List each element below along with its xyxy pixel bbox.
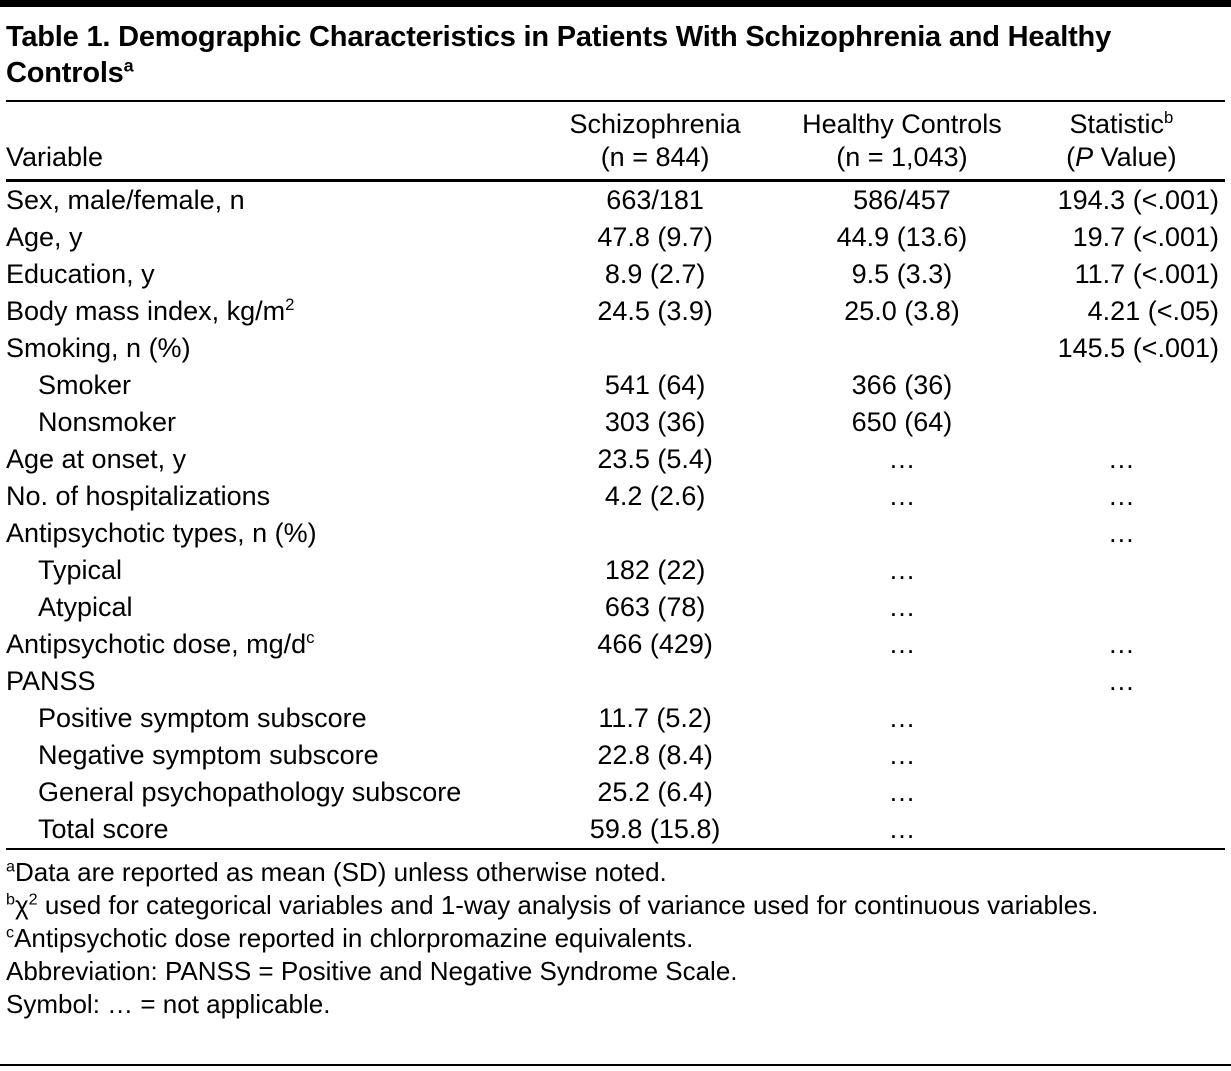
footnote-c: $^c$Antipsychotic dose reported in chlorpromazine equivalents. bbox=[6, 923, 694, 953]
table-row bbox=[6, 293, 1225, 330]
statistic-cell: 145.5 (<.001) bbox=[1057, 333, 1219, 363]
healthy-controls-cell: 586/457 bbox=[853, 185, 951, 215]
col-header-healthy-controls bbox=[786, 102, 1018, 181]
top-rule bbox=[0, 0, 1231, 7]
table-row bbox=[6, 181, 1225, 220]
col-header-schizophrenia-label: Schizophrenia bbox=[569, 109, 741, 139]
variable-cell: Education, y bbox=[6, 259, 155, 289]
col-header-schizophrenia-n: (n = 844) bbox=[600, 142, 710, 172]
table-row bbox=[6, 441, 1225, 478]
healthy-controls-cell bbox=[786, 663, 1018, 700]
healthy-controls-cell: 650 (64) bbox=[851, 407, 953, 437]
table-row bbox=[6, 367, 1225, 404]
schizophrenia-cell: 663 (78) bbox=[604, 592, 706, 622]
schizophrenia-cell: 182 (22) bbox=[604, 555, 706, 585]
header-row bbox=[6, 102, 1225, 181]
table-row bbox=[6, 330, 1225, 367]
variable-cell: Antipsychotic dose, $mg/d^c$ bbox=[6, 628, 315, 659]
variable-cell: Negative symptom subscore bbox=[38, 740, 379, 770]
healthy-controls-cell: … bbox=[888, 555, 916, 585]
statistic-cell: … bbox=[1107, 518, 1135, 548]
footnote-b: $^b\chi^2$ used for categorical variables and 1-way analysis of variance used for continuous variables. bbox=[6, 890, 1099, 920]
schizophrenia-cell: 8.9 (2.7) bbox=[604, 259, 706, 289]
schizophrenia-cell: 4.2 (2.6) bbox=[604, 481, 706, 511]
healthy-controls-cell bbox=[786, 330, 1018, 367]
statistic-cell: 4.21 (<.05) bbox=[1087, 296, 1219, 326]
statistic-cell bbox=[1018, 589, 1225, 626]
footnotes bbox=[6, 856, 1225, 1021]
variable-cell: PANSS bbox=[6, 666, 96, 696]
schizophrenia-cell: 541 (64) bbox=[604, 370, 706, 400]
statistic-cell: … bbox=[1107, 481, 1135, 511]
table-row bbox=[6, 626, 1225, 663]
schizophrenia-cell bbox=[524, 330, 786, 367]
healthy-controls-cell: … bbox=[888, 444, 916, 474]
footnote-abbreviation: Abbreviation: PANSS = Positive and Negative Syndrome Scale. bbox=[6, 956, 738, 986]
footnote-symbol: Symbol: … = not applicable. bbox=[6, 989, 331, 1019]
demographics-table bbox=[6, 102, 1225, 850]
col-header-healthy-controls-n: (n = 1,043) bbox=[836, 142, 968, 172]
statistic-cell bbox=[1018, 552, 1225, 589]
table-row bbox=[6, 552, 1225, 589]
schizophrenia-cell: 25.2 (6.4) bbox=[597, 777, 713, 807]
healthy-controls-cell bbox=[786, 515, 1018, 552]
table-title: Table 1. Demographic Characteristics in Patients With Schizophrenia and Healthy Controls$^a$ bbox=[6, 21, 1112, 89]
healthy-controls-cell: … bbox=[888, 777, 916, 807]
statistic-cell: 19.7 (<.001) bbox=[1072, 222, 1219, 252]
healthy-controls-cell: 366 (36) bbox=[851, 370, 953, 400]
healthy-controls-cell: … bbox=[786, 811, 1018, 849]
healthy-controls-cell: 44.9 (13.6) bbox=[836, 222, 968, 252]
variable-cell: General psychopathology subscore bbox=[38, 777, 462, 807]
statistic-cell: … bbox=[1107, 629, 1135, 659]
statistic-cell bbox=[1018, 404, 1225, 441]
variable-cell: Total score bbox=[6, 811, 524, 849]
schizophrenia-cell bbox=[524, 515, 786, 552]
statistic-cell bbox=[1018, 700, 1225, 737]
statistic-cell: 11.7 (<.001) bbox=[1074, 259, 1219, 289]
col-header-statistic bbox=[1018, 102, 1225, 181]
schizophrenia-cell: 303 (36) bbox=[604, 407, 706, 437]
healthy-controls-cell: … bbox=[888, 629, 916, 659]
variable-cell: Positive symptom subscore bbox=[38, 703, 367, 733]
variable-cell: Smoker bbox=[38, 370, 132, 400]
table-row bbox=[6, 589, 1225, 626]
statistic-cell bbox=[1018, 737, 1225, 774]
variable-cell: Body mass index, $kg/m^2$ bbox=[6, 295, 295, 326]
statistic-cell: … bbox=[1107, 666, 1135, 696]
table-row bbox=[6, 404, 1225, 441]
variable-cell: Sex, male/female, n bbox=[6, 185, 245, 215]
schizophrenia-cell: 466 (429) bbox=[597, 629, 713, 659]
variable-cell: Smoking, n (%) bbox=[6, 333, 191, 363]
col-header-statistic-label: Statistic$^b$ bbox=[1069, 108, 1174, 139]
statistic-cell bbox=[1018, 774, 1225, 811]
col-header-healthy-controls-label: Healthy Controls bbox=[802, 109, 1002, 139]
schizophrenia-cell: 59.8 (15.8) bbox=[524, 811, 786, 849]
healthy-controls-cell: 25.0 (3.8) bbox=[844, 296, 960, 326]
bottom-rule bbox=[0, 1064, 1231, 1066]
variable-cell: Atypical bbox=[38, 592, 133, 622]
table-row bbox=[6, 700, 1225, 737]
statistic-cell bbox=[1018, 811, 1225, 849]
schizophrenia-cell: 11.7 (5.2) bbox=[598, 703, 712, 733]
variable-cell: Nonsmoker bbox=[38, 407, 177, 437]
variable-cell: Antipsychotic types, n (%) bbox=[6, 518, 317, 548]
table-row bbox=[6, 219, 1225, 256]
schizophrenia-cell bbox=[524, 663, 786, 700]
schizophrenia-cell: 663/181 bbox=[606, 185, 704, 215]
schizophrenia-cell: 47.8 (9.7) bbox=[597, 222, 713, 252]
healthy-controls-cell: … bbox=[888, 703, 916, 733]
healthy-controls-cell: … bbox=[888, 481, 916, 511]
table-row bbox=[6, 663, 1225, 700]
variable-cell: Typical bbox=[38, 555, 123, 585]
healthy-controls-cell: 9.5 (3.3) bbox=[851, 259, 953, 289]
table-body bbox=[6, 181, 1225, 850]
col-header-statistic-pvalue: (P Value) bbox=[1066, 142, 1177, 172]
variable-cell: No. of hospitalizations bbox=[6, 481, 271, 511]
footnote-a: $^a$Data are reported as mean (SD) unless otherwise noted. bbox=[6, 857, 667, 887]
table-row bbox=[6, 515, 1225, 552]
table-row bbox=[6, 811, 1225, 849]
col-header-variable bbox=[6, 102, 524, 181]
statistic-cell: 194.3 (<.001) bbox=[1057, 185, 1219, 215]
col-header-variable-label: Variable bbox=[6, 142, 104, 172]
statistic-cell: … bbox=[1107, 444, 1135, 474]
col-header-schizophrenia bbox=[524, 102, 786, 181]
schizophrenia-cell: 22.8 (8.4) bbox=[597, 740, 713, 770]
healthy-controls-cell: … bbox=[888, 592, 916, 622]
table-row bbox=[6, 478, 1225, 515]
healthy-controls-cell: … bbox=[888, 740, 916, 770]
table-row bbox=[6, 774, 1225, 811]
table-row bbox=[6, 256, 1225, 293]
schizophrenia-cell: 24.5 (3.9) bbox=[597, 296, 713, 326]
table-row bbox=[6, 737, 1225, 774]
variable-cell: Age at onset, y bbox=[6, 444, 187, 474]
statistic-cell bbox=[1018, 367, 1225, 404]
schizophrenia-cell: 23.5 (5.4) bbox=[597, 444, 713, 474]
variable-cell: Age, y bbox=[6, 222, 83, 252]
